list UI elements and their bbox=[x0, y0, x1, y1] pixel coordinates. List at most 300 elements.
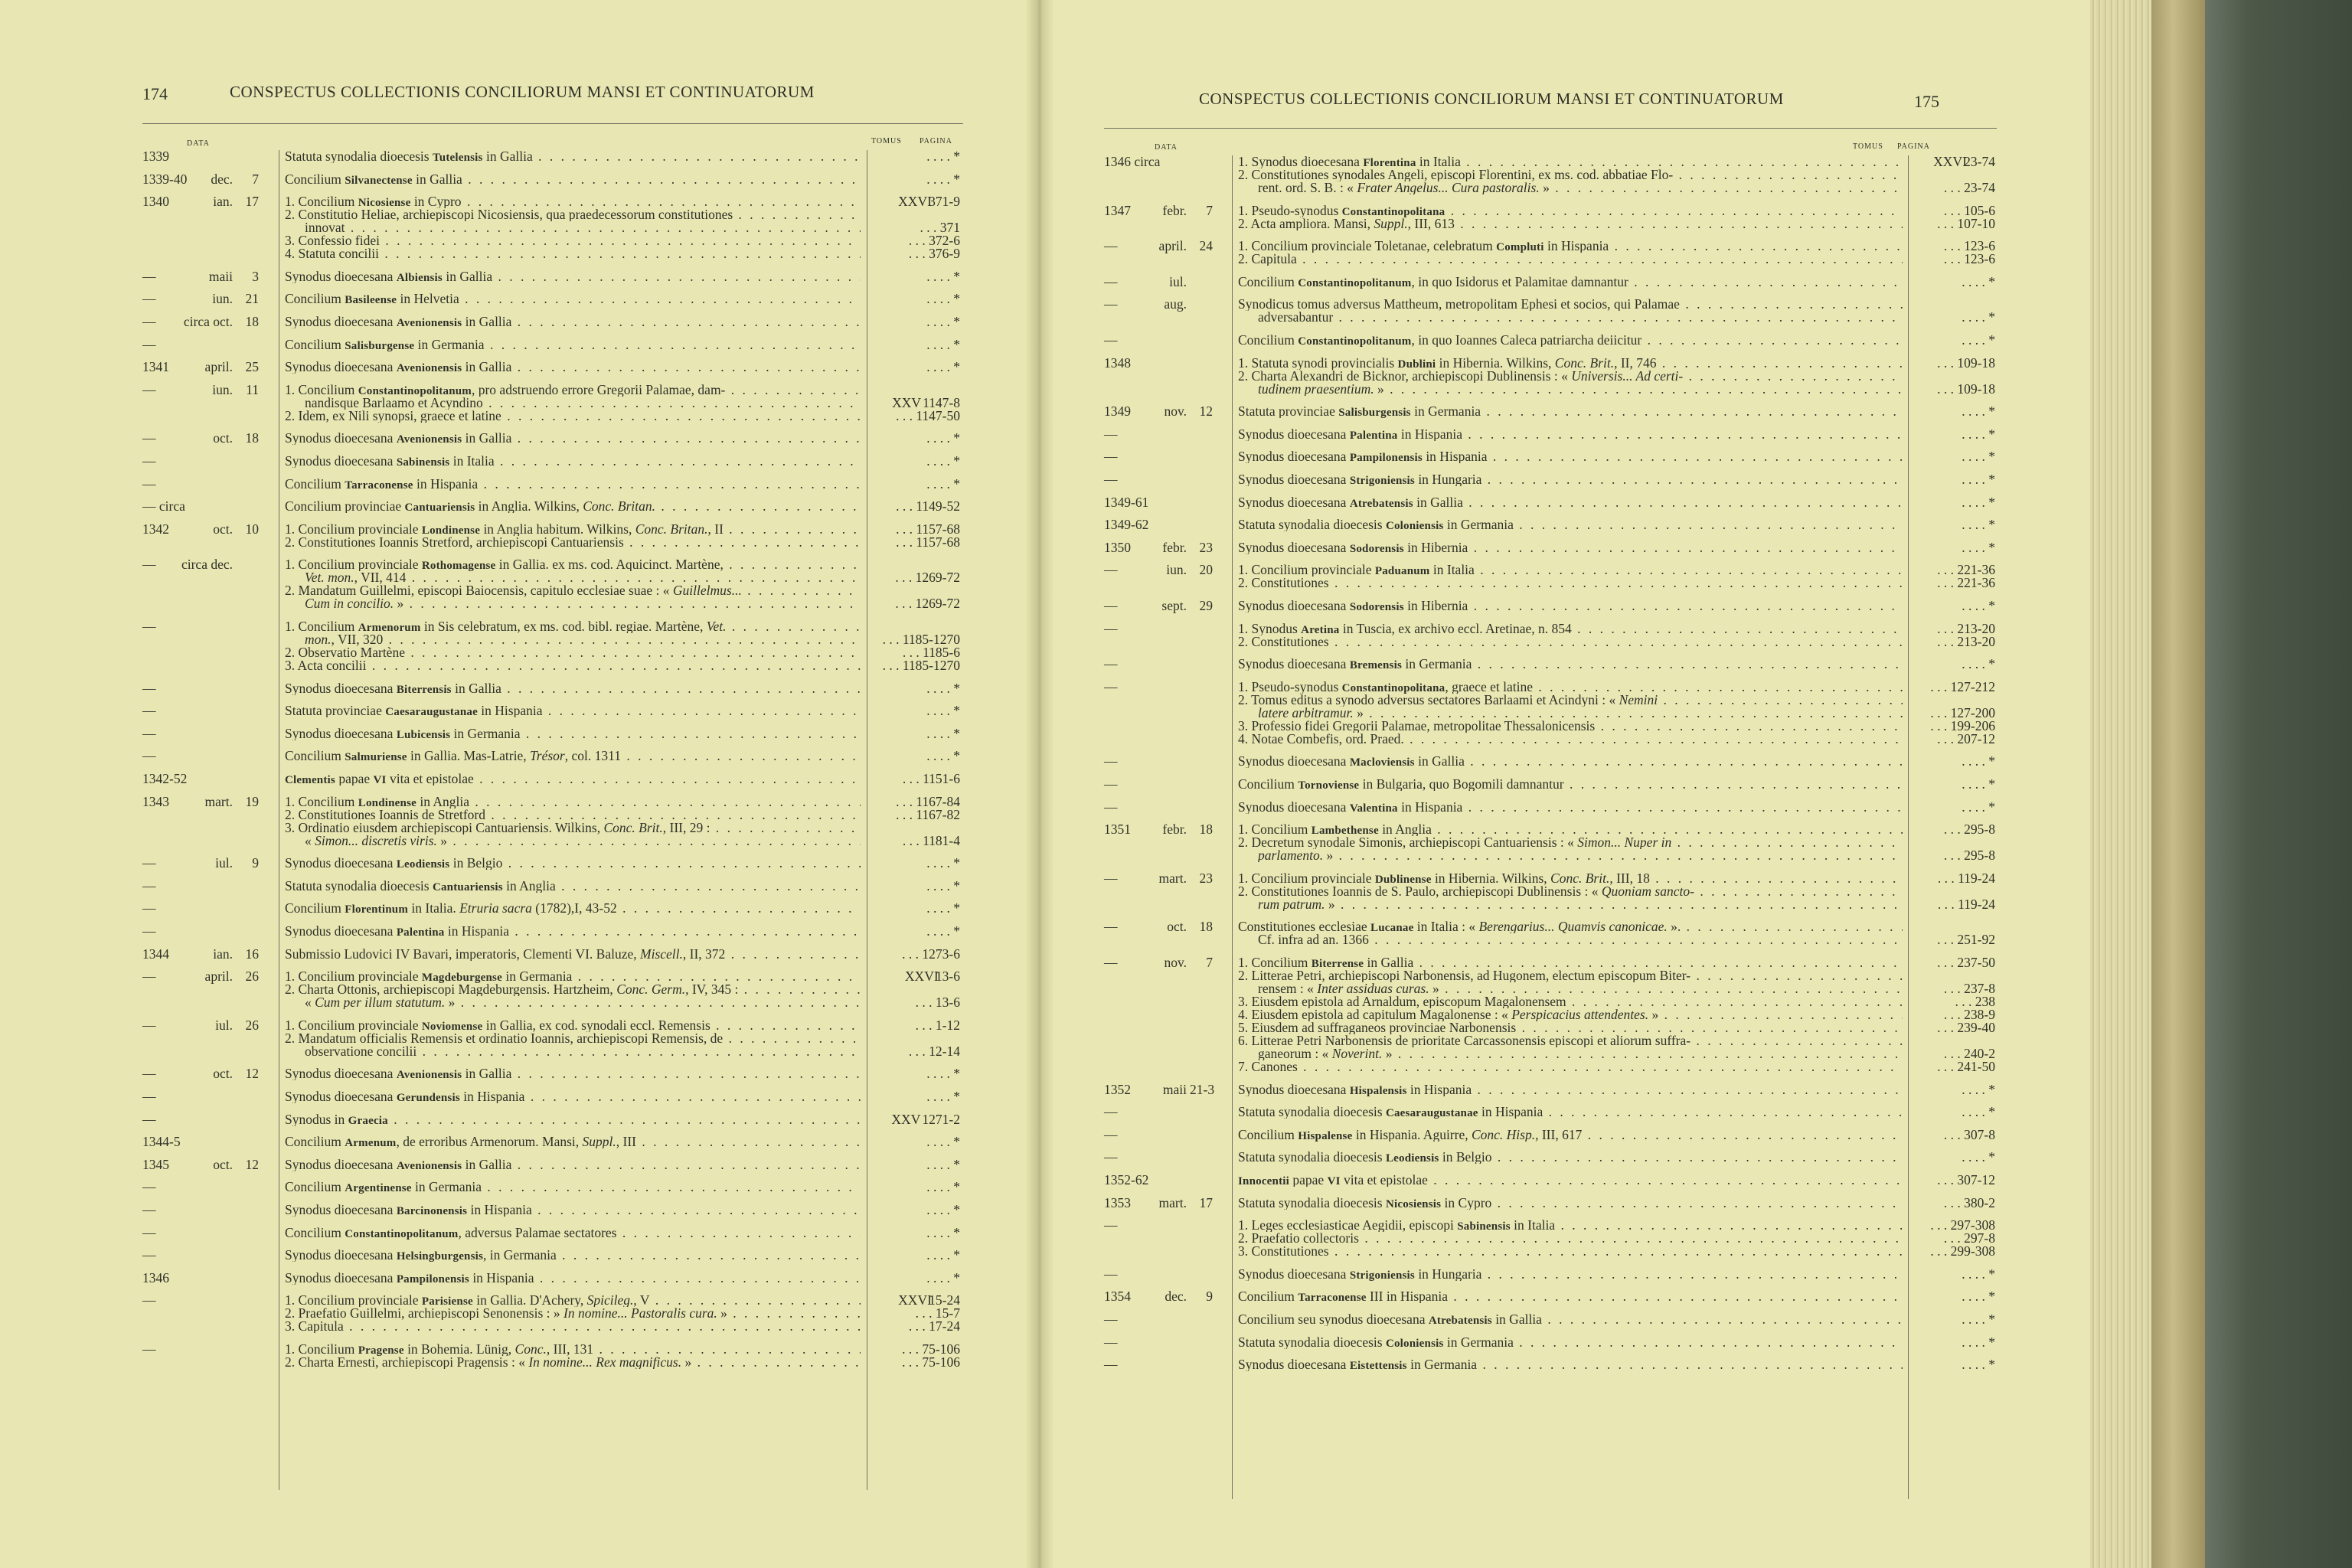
date-month: ian. bbox=[213, 194, 233, 210]
tomus-pagina-cell bbox=[1911, 1336, 1995, 1349]
date-month: oct. bbox=[1167, 919, 1187, 935]
entry-cell bbox=[1238, 599, 1903, 612]
citation-title: Cum per illum statutum. bbox=[315, 996, 446, 1010]
date-year: — bbox=[142, 291, 156, 307]
table-row bbox=[142, 558, 962, 610]
pagina-ref: . . . 199-206 bbox=[1930, 717, 1995, 733]
pagina-ref: . . . . * bbox=[926, 430, 960, 446]
table-row bbox=[142, 270, 962, 283]
entry-line: Statuta synodalia dioecesis Cantuariensis in Anglia . . . bbox=[285, 880, 861, 893]
date-day: 7 bbox=[1206, 202, 1213, 218]
entry-line: rum patrum. » . . . bbox=[1238, 898, 1903, 911]
place-name: Constantinopolitana bbox=[1341, 205, 1446, 217]
date-year: — bbox=[1104, 678, 1118, 694]
tomus-pagina-cell bbox=[1911, 541, 1995, 554]
place-name: Palentina bbox=[396, 926, 445, 938]
place-name: Avenionensis bbox=[396, 1159, 462, 1171]
entry-line: Synodus dioecesana Lubicensis in Germania . . . bbox=[285, 727, 861, 740]
pagina-ref: . . . 237-8 bbox=[1943, 981, 1995, 996]
entry-cell bbox=[285, 384, 861, 423]
date-year: 1345 bbox=[142, 1156, 169, 1172]
citation-title: Universis... Ad certi- bbox=[1571, 369, 1684, 383]
tomus-pagina-cell bbox=[871, 1181, 960, 1194]
date-day: 7 bbox=[252, 171, 259, 187]
place-name: Leodiensis bbox=[1385, 1152, 1439, 1165]
table-row bbox=[1104, 1194, 1995, 1210]
date-day: 12 bbox=[245, 1156, 259, 1172]
entry-line: 1. Concilium provinciale Londinense in Anglia habitum. Wilkins, Conc. Britan., II . . . bbox=[285, 523, 861, 536]
tomus-pagina-cell bbox=[1911, 1313, 1995, 1326]
date-year: 1354 bbox=[1104, 1289, 1131, 1305]
table-row bbox=[142, 455, 962, 468]
entry-cell bbox=[285, 361, 861, 374]
pagina-ref: . . . . * bbox=[1962, 598, 1995, 613]
tomus-pagina-cell bbox=[1911, 1194, 1995, 1210]
date-year: — bbox=[1104, 1334, 1118, 1350]
pagina-ref: . . . . * bbox=[926, 1066, 960, 1082]
entry-line: Synodus dioecesana Valentina in Hispania . . . bbox=[1238, 801, 1903, 814]
table-row bbox=[142, 1113, 962, 1126]
entry-line: 2. Constitutiones Ioannis Stretford, archiepiscopi Cantuariensis . . . bbox=[285, 536, 861, 549]
entry-cell bbox=[285, 773, 861, 786]
date-day: 26 bbox=[245, 1017, 259, 1033]
entry-cell bbox=[285, 523, 861, 549]
entry-cell bbox=[1238, 1290, 1903, 1303]
pagina-ref: . . . 297-8 bbox=[1943, 1230, 1995, 1246]
right-page bbox=[1043, 0, 2090, 1568]
entry-cell bbox=[285, 1067, 861, 1080]
entry-line: 2. Mandatum Guillelmi, episcopi Baiocensis, capitulo ecclesiae suae : « Guillelmus... . . . bbox=[285, 584, 861, 597]
pagina-ref: . . . 75-106 bbox=[902, 1354, 960, 1370]
entry-cell bbox=[1238, 920, 1903, 946]
pagina-ref: . . . 207-12 bbox=[1937, 730, 1995, 746]
pagina-ref: . . . 127-200 bbox=[1930, 704, 1995, 720]
entry-cell bbox=[285, 902, 861, 915]
place-name: Aretina bbox=[1301, 623, 1340, 635]
entry-line: 1. Concilium Londinense in Anglia . . . bbox=[285, 795, 861, 808]
entry-line: Concilium Salmuriense in Gallia. Mas-Latrie, Trésor, col. 1311 . . . bbox=[285, 750, 861, 763]
entry-cell bbox=[285, 432, 861, 445]
place-name: Noviomense bbox=[421, 1020, 483, 1032]
date-year: — bbox=[142, 430, 156, 446]
entry-line: 2. Constitutiones Ioannis de S. Paulo, archiepiscopi Dublinensis : « Quoniam sancto- . . . bbox=[1238, 885, 1903, 898]
tomus-pagina-cell bbox=[1911, 1083, 1995, 1096]
date-month: iul. bbox=[1169, 273, 1187, 289]
entry-cell bbox=[1238, 473, 1903, 486]
date-year: — bbox=[1104, 1217, 1118, 1233]
table-row bbox=[1104, 496, 1995, 509]
pagina-ref: . . . . * bbox=[1962, 1357, 1995, 1373]
entries-table-right bbox=[1104, 155, 1995, 1499]
entry-line: 3. Acta concilii . . . bbox=[285, 659, 861, 672]
pagina-ref: . . . . * bbox=[1962, 539, 1995, 555]
date-year: — bbox=[1104, 238, 1118, 254]
entry-cell bbox=[285, 1181, 861, 1194]
pagina-ref: . . . 1273-6 bbox=[902, 946, 960, 962]
date-month: april. bbox=[204, 969, 233, 985]
place-name: Londinense bbox=[421, 524, 481, 536]
citation-title: Conc. Brit. bbox=[603, 821, 663, 835]
entry-line: 2. Decretum synodale Simonis, archiepiscopi Cantuariensis : « Simon... Nuper in . . . bbox=[1238, 836, 1903, 849]
tomus-pagina-cell bbox=[871, 750, 960, 763]
place-name: VI bbox=[1327, 1175, 1341, 1187]
entry-line: 3. Ordinatio eiusdem archiepiscopi Cantuariensis. Wilkins, Conc. Brit., III, 29 : . . . bbox=[285, 822, 861, 835]
place-name: Avenionensis bbox=[396, 433, 462, 446]
entry-cell bbox=[285, 1227, 861, 1240]
place-name: Tarraconense bbox=[1298, 1292, 1367, 1304]
entry-cell bbox=[1238, 334, 1903, 347]
date-day: 29 bbox=[1199, 598, 1213, 613]
tomus-pagina-cell bbox=[871, 384, 960, 423]
pagina-ref: . . . 307-12 bbox=[1937, 1172, 1995, 1187]
table-row bbox=[142, 432, 962, 445]
entry-cell bbox=[285, 270, 861, 283]
tomus-pagina-cell bbox=[1911, 473, 1995, 486]
tomus-pagina-cell bbox=[1911, 564, 1995, 590]
tomus-pagina-cell bbox=[1911, 658, 1995, 671]
entry-cell bbox=[1238, 956, 1903, 1073]
entry-line: 1. Concilium provinciale Paduanum in Italia . . . bbox=[1238, 564, 1903, 577]
entry-cell bbox=[285, 750, 861, 763]
entry-cell bbox=[1238, 1083, 1903, 1096]
pagina-ref: . . . 376-9 bbox=[908, 246, 960, 262]
date-day: 9 bbox=[1206, 1289, 1213, 1305]
entry-line: Innocentii papae VI vita et epistolae . . . bbox=[1238, 1174, 1903, 1187]
date-year: — bbox=[142, 1017, 156, 1033]
place-name: Atrebatensis bbox=[1428, 1315, 1492, 1326]
place-name: Palentina bbox=[1349, 429, 1398, 441]
table-row bbox=[1104, 801, 1995, 814]
entry-line: 3. Constitutiones . . . bbox=[1238, 1245, 1903, 1258]
place-name: Lubicensis bbox=[396, 728, 451, 740]
entry-cell bbox=[285, 195, 861, 260]
citation-title: rum patrum. bbox=[1258, 897, 1325, 911]
date-year: — bbox=[1104, 776, 1118, 792]
pagina-ref: . . . 1147-50 bbox=[896, 407, 960, 423]
col-head-tomus-left: TOMUS bbox=[871, 137, 902, 145]
place-name: Tutelensis bbox=[432, 152, 483, 163]
entry-line: 1. Concilium provinciale Rothomagense in Gallia. ex ms. cod. Aquicinct. Martène, . . . bbox=[285, 558, 861, 571]
entry-line: 1. Concilium provinciale Magdeburgense in Germania . . . bbox=[285, 970, 861, 983]
place-name: Innocentii bbox=[1238, 1175, 1290, 1187]
pagina-ref: . . . 1269-72 bbox=[895, 570, 960, 586]
place-name: Tornoviense bbox=[1298, 779, 1360, 791]
citation-title: Vet. mon. bbox=[305, 571, 354, 585]
table-row bbox=[142, 361, 962, 374]
pagina-ref: . . . 23-74 bbox=[1943, 180, 1995, 195]
place-name: Parisiense bbox=[421, 1295, 473, 1308]
entry-line: Concilium Florentinum in Italia. Etruria sacra (1782),I, 43-52 . . . bbox=[285, 902, 861, 915]
pagina-ref: . . . . * bbox=[1962, 776, 1995, 792]
pagina-ref: . . . . * bbox=[1962, 656, 1995, 672]
pagina-ref: . . . 1149-52 bbox=[896, 498, 960, 514]
citation-title: In nomine... Pastoralis cura. bbox=[564, 1307, 717, 1321]
date-month: mart. bbox=[1158, 1194, 1187, 1210]
tomus-pagina-cell bbox=[871, 500, 960, 513]
table-row bbox=[142, 727, 962, 740]
pagina-ref: . . . . * bbox=[926, 453, 960, 469]
place-name: Constantinopolitanum bbox=[358, 384, 472, 397]
pagina-ref: . . . . * bbox=[926, 291, 960, 307]
entry-cell bbox=[285, 1090, 861, 1103]
citation-title: Guillelmus... bbox=[672, 584, 742, 598]
citation-title: Conc. Britan. bbox=[583, 500, 656, 514]
entry-cell bbox=[1238, 357, 1903, 396]
pagina-ref: . . . . * bbox=[926, 149, 960, 164]
citation-title: Conc. bbox=[514, 1343, 547, 1356]
pagina-ref: . . . . * bbox=[926, 314, 960, 329]
citation-title: Perspicacius attendentes. bbox=[1511, 1008, 1649, 1021]
tomus-pagina-cell bbox=[871, 1158, 960, 1171]
tomus-pagina-cell bbox=[871, 558, 960, 610]
table-row bbox=[142, 381, 962, 423]
entry-line: 2. Acta ampliora. Mansi, Suppl., III, 613 . . . bbox=[1238, 217, 1903, 230]
date-year: — bbox=[142, 680, 156, 696]
entry-line: Synodus dioecesana Avenionensis in Gallia . . . bbox=[285, 1158, 861, 1171]
pagina-ref: . . . . * bbox=[926, 680, 960, 696]
tomus-pagina-cell bbox=[1911, 204, 1995, 230]
citation-title: Noverint. bbox=[1331, 1047, 1383, 1060]
place-name: Lucanae bbox=[1370, 922, 1414, 934]
entry-cell bbox=[285, 558, 861, 610]
citation-title: Spicileg. bbox=[586, 1294, 634, 1308]
table-row bbox=[1104, 755, 1995, 768]
table-row bbox=[1104, 155, 1995, 194]
place-name: Helsingburgensis bbox=[396, 1250, 484, 1263]
entry-line: 1. Concilium provinciale Noviomense in Gallia, ex cod. synodali eccl. Remensis . . . bbox=[285, 1019, 861, 1032]
date-day: 25 bbox=[245, 359, 259, 375]
entry-line: 2. Observatio Martène . . . bbox=[285, 646, 861, 659]
date-year: 1340 bbox=[142, 194, 169, 210]
entry-line: rent. ord. S. B. : « Frater Angelus... Cura pastoralis. » . . . bbox=[1238, 181, 1903, 194]
entry-cell bbox=[1238, 518, 1903, 531]
table-row bbox=[1104, 1290, 1995, 1303]
date-year: — bbox=[142, 1292, 156, 1308]
date-day: 17 bbox=[1199, 1194, 1213, 1210]
entry-line: 7. Canones . . . bbox=[1238, 1060, 1903, 1073]
entry-cell bbox=[285, 948, 861, 961]
pagina-ref: XXV 1271-2 bbox=[891, 1111, 960, 1127]
entry-cell bbox=[285, 455, 861, 468]
pagina-ref: . . . 1181-4 bbox=[902, 832, 960, 848]
date-year: 1353 bbox=[1104, 1194, 1131, 1210]
place-name: Biterrense bbox=[1311, 958, 1364, 969]
pagina-ref: XXVI15-24 bbox=[898, 1292, 960, 1308]
entry-line: Synodus dioecesana Avenionensis in Gallia . . . bbox=[285, 361, 861, 374]
citation-title: Conc. Hisp. bbox=[1471, 1128, 1536, 1142]
place-name: Strigoniensis bbox=[1349, 1269, 1415, 1281]
entry-cell bbox=[1238, 755, 1903, 768]
place-name: Macloviensis bbox=[1349, 756, 1415, 769]
pagina-ref: . . . 119-24 bbox=[1937, 896, 1995, 912]
date-month: sept. bbox=[1161, 598, 1187, 613]
table-row bbox=[142, 150, 962, 163]
date-year: — bbox=[142, 381, 156, 397]
table-row bbox=[142, 338, 962, 351]
entry-line: 1. Concilium Armenorum in Sis celebratum, ex ms. cod. bibl. regiae. Martène, Vet. . . . bbox=[285, 620, 861, 633]
entry-line: 1. Statuta synodi provincialis Dublini in Hibernia. Wilkins, Conc. Brit., II, 746 . . . bbox=[1238, 357, 1903, 370]
place-name: Pampilonensis bbox=[1349, 452, 1423, 464]
entry-line: Concilium Constantinopolitanum, adversus Palamae sectatores . . . bbox=[285, 1227, 861, 1240]
tomus-pagina-cell bbox=[871, 292, 960, 305]
tomus-pagina-cell bbox=[871, 620, 960, 672]
entry-line: Synodus dioecesana Bremensis in Germania . . . bbox=[1238, 658, 1903, 671]
entry-line: 1. Concilium provinciale Toletanae, celebratum Compluti in Hispania . . . bbox=[1238, 240, 1903, 253]
tomus-pagina-cell bbox=[871, 432, 960, 445]
pagina-ref: . . . 251-92 bbox=[1937, 932, 1995, 948]
col-head-data-left: DATA bbox=[187, 139, 210, 148]
entry-line: 1. Concilium Pragense in Bohemia. Lünig, Conc., III, 131 . . . bbox=[285, 1343, 861, 1356]
table-row bbox=[1104, 1219, 1995, 1258]
entry-line: Synodus dioecesana Palentina in Hispania . . . bbox=[285, 925, 861, 938]
date-year: — bbox=[142, 1066, 156, 1082]
pagina-ref: . . . . * bbox=[1962, 1266, 1995, 1282]
pagina-ref: . . . 297-308 bbox=[1930, 1217, 1995, 1233]
page-edges bbox=[2090, 0, 2151, 1568]
entry-line: 2. Charta Ottonis, archiepiscopi Magdeburgensis. Hartzheim, Conc. Germ., IV, 345 : . . . bbox=[285, 983, 861, 996]
place-name: Albiensis bbox=[396, 271, 443, 283]
table-row bbox=[142, 1181, 962, 1194]
date-year: — bbox=[1104, 472, 1118, 487]
entry-cell bbox=[1238, 541, 1903, 554]
date-day: 26 bbox=[245, 969, 259, 985]
pagina-ref: . . . . * bbox=[1962, 1149, 1995, 1165]
entry-cell bbox=[285, 880, 861, 893]
entry-line: 2. Litterae Petri, archiepiscopi Narbonensis, ad Hugonem, electum episcopum Biter- . . . bbox=[1238, 969, 1903, 982]
tomus-pagina-cell bbox=[1911, 622, 1995, 648]
place-name: Florentina bbox=[1363, 157, 1416, 168]
citation-title: Conc. Britan. bbox=[635, 522, 708, 536]
date-day: 12 bbox=[245, 1066, 259, 1082]
date-year: — bbox=[1104, 620, 1118, 636]
entry-line: 1. Concilium provinciale Parisiense in Gallia. D'Achery, Spicileg., V . . . bbox=[285, 1294, 861, 1307]
pagina-ref: . . . 1185-6 bbox=[902, 645, 960, 660]
entry-line: Vet. mon., VII, 414 . . . bbox=[285, 571, 861, 584]
table-row bbox=[1104, 240, 1995, 266]
entry-cell bbox=[1238, 1358, 1903, 1371]
pagina-ref: . . . . * bbox=[926, 1247, 960, 1263]
tomus-pagina-cell bbox=[871, 902, 960, 915]
entry-line: 1. Concilium Nicosiense in Cypro . . . bbox=[285, 195, 861, 208]
date-year: 1351 bbox=[1104, 822, 1131, 838]
date-year: 1342-52 bbox=[142, 771, 188, 786]
entry-cell bbox=[1238, 823, 1903, 862]
place-name: Bremensis bbox=[1349, 659, 1402, 671]
pagina-ref: . . . . * bbox=[1962, 494, 1995, 510]
date-year: — bbox=[142, 1224, 156, 1240]
entry-cell bbox=[285, 1135, 861, 1148]
entry-cell bbox=[285, 620, 861, 672]
citation-title: Frater Angelus... Cura pastoralis. bbox=[1357, 181, 1540, 194]
table-row bbox=[142, 1204, 962, 1217]
table-row bbox=[142, 877, 962, 893]
date-month: oct. bbox=[213, 1156, 233, 1172]
tomus-pagina-cell bbox=[1911, 1174, 1995, 1187]
date-year: 1343 bbox=[142, 793, 169, 809]
place-name: Atrebatensis bbox=[1349, 497, 1413, 509]
table-row bbox=[142, 704, 962, 717]
citation-title: In nomine... Rex magnificus. bbox=[528, 1356, 682, 1369]
table-row bbox=[1104, 778, 1995, 791]
table-row bbox=[1104, 823, 1995, 862]
entry-cell bbox=[285, 970, 861, 1009]
entry-cell bbox=[285, 1343, 861, 1369]
place-name: Clementis bbox=[285, 774, 335, 786]
place-name: Sodorensis bbox=[1349, 601, 1404, 612]
entry-cell bbox=[285, 500, 861, 513]
place-name: Constantinopolitanum bbox=[345, 1227, 459, 1240]
date-year: 1346 bbox=[142, 1269, 169, 1285]
tomus-pagina-cell bbox=[871, 270, 960, 283]
date-day: 20 bbox=[1199, 562, 1213, 578]
entry-line: innovat . . . bbox=[285, 221, 861, 234]
tomus-pagina-cell bbox=[871, 150, 960, 163]
tomus-number: XXVI bbox=[898, 194, 932, 210]
citation-title: Berengarius... Quamvis canonicae. bbox=[1478, 920, 1668, 934]
table-row bbox=[1104, 1174, 1995, 1187]
entry-line: Statuta synodalia dioecesis Caesaraugustanae in Hispania . . . bbox=[1238, 1106, 1903, 1119]
entry-line: Concilium Argentinense in Germania . . . bbox=[285, 1181, 861, 1194]
entry-line: Statuta provinciae Salisburgensis in Germania . . . bbox=[1238, 405, 1903, 418]
date-year: — bbox=[142, 1179, 156, 1195]
entry-cell bbox=[1238, 298, 1903, 324]
tomus-pagina-cell bbox=[871, 682, 960, 695]
date-year: — bbox=[1104, 870, 1118, 886]
date-year: — bbox=[1104, 449, 1118, 465]
pagina-ref: . . . . * bbox=[926, 1269, 960, 1285]
running-head-left: CONSPECTUS COLLECTIONIS CONCILIORUM MANSI ET CONTINUATORUM bbox=[230, 83, 815, 101]
entry-cell bbox=[1238, 276, 1903, 289]
entry-line: observatione concilii . . . bbox=[285, 1045, 861, 1058]
tomus-number: XXV bbox=[892, 394, 921, 410]
tomus-pagina-cell bbox=[1911, 298, 1995, 324]
table-row bbox=[142, 1067, 962, 1080]
citation-title: Trésor bbox=[530, 750, 565, 763]
place-name: Graecia bbox=[348, 1114, 388, 1126]
place-name: Armenorum bbox=[358, 622, 421, 633]
entry-line: Synodus dioecesana Pampilonensis in Hispania . . . bbox=[285, 1272, 861, 1285]
date-month: circa oct. bbox=[183, 314, 233, 329]
entry-line: 2. Charta Ernesti, archiepiscopi Pragensis : « In nomine... Rex magnificus. » . . . bbox=[285, 1356, 861, 1369]
tomus-pagina-cell bbox=[1911, 1358, 1995, 1371]
date-day: 12 bbox=[1199, 403, 1213, 420]
place-name: Dublinense bbox=[1374, 873, 1432, 885]
entry-cell bbox=[285, 1019, 861, 1058]
place-name: Valentina bbox=[1349, 802, 1398, 814]
date-month: oct. bbox=[213, 1066, 233, 1082]
entry-cell bbox=[1238, 564, 1903, 590]
place-name: Paduanum bbox=[1374, 565, 1430, 577]
entry-line: Synodus dioecesana Strigoniensis in Hungaria . . . bbox=[1238, 1268, 1903, 1281]
place-name: Magdeburgense bbox=[421, 972, 502, 984]
citation-title: Inter assiduas curas. bbox=[1317, 982, 1429, 995]
date-year: — bbox=[142, 1341, 156, 1357]
running-head-right: CONSPECTUS COLLECTIONIS CONCILIORUM MANSI ET CONTINUATORUM bbox=[1199, 90, 1784, 108]
entry-cell bbox=[1238, 1129, 1903, 1142]
entry-line: nandisque Barlaamo et Acyndino . . . bbox=[285, 397, 861, 410]
table-row bbox=[142, 925, 962, 938]
entry-line: Synodus dioecesana Avenionensis in Gallia . . . bbox=[285, 432, 861, 445]
pagina-ref: . . . 238-9 bbox=[1943, 1007, 1995, 1022]
date-day: 18 bbox=[1199, 822, 1213, 838]
pagina-ref: . . . 75-106 bbox=[902, 1341, 960, 1357]
pagina-ref: . . . 1167-82 bbox=[896, 806, 960, 822]
pagina-ref: . . . . * bbox=[926, 1224, 960, 1240]
place-name: Hispalensis bbox=[1349, 1084, 1407, 1096]
entry-line: Synodus dioecesana Hispalensis in Hispania . . . bbox=[1238, 1083, 1903, 1096]
date-month: ian. bbox=[213, 946, 233, 962]
date-year: — bbox=[1104, 799, 1118, 815]
